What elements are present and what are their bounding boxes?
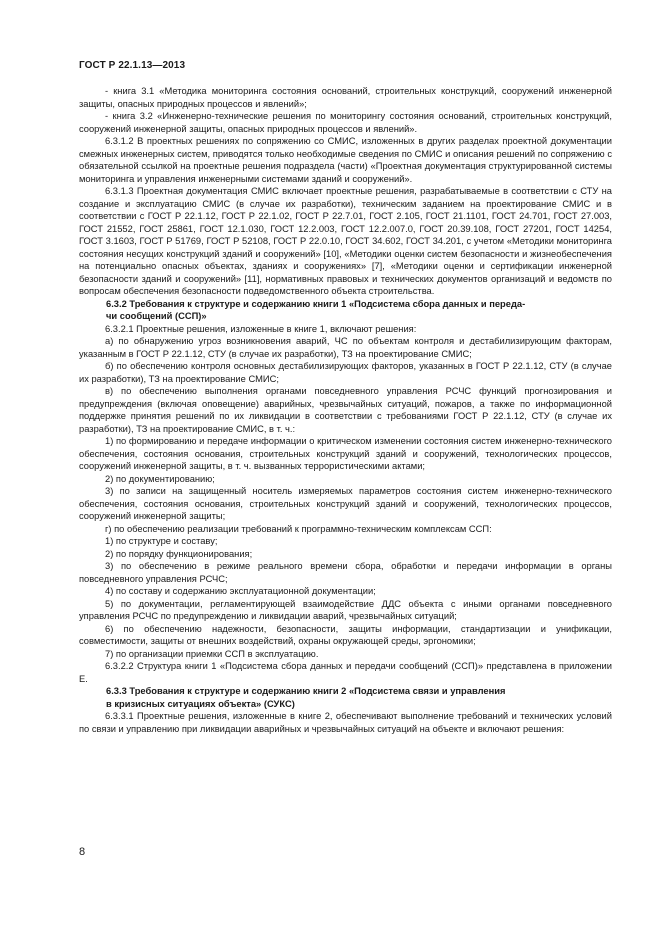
list-item-g: г) по обеспечению реализации требований к программно-техническим комплексам ССП: — [105, 523, 492, 534]
list-item-b: б) по обеспечению контроля основных дестабилизирующих факторов, указанных в ГОСТ Р 22.1.12, СТУ (в случае их разработки), ТЗ на проектирование СМИС; — [79, 361, 612, 384]
list-item-v: в) по обеспечению выполнения органами повседневного управления РСЧС функций прогнозирования и предупреждения (включая оповещение) аварийных, чрезвычайных ситуаций, пожаров, а также по информационной поддержке принятия решений по их ликвидации в соответствии с требованиями ГОСТ Р 22.1.12, СТУ (в случае их разработки), ТЗ на проектирование СМИС, в т. ч.: — [79, 386, 612, 434]
list-item-v-2: 2) по документированию; — [105, 473, 215, 484]
list-item-g-4: 4) по составу и содержанию эксплуатационной документации; — [105, 586, 376, 596]
heading-6-3-2-line1: 6.3.2 Требования к структуре и содержанию книги 1 «Подсистема сбора данных и переда- — [106, 298, 526, 309]
list-item-g-1: 1) по структуре и составу; — [105, 536, 218, 546]
list-item-v-3: 3) по записи на защищенный носитель измеряемых параметров состояния систем инженерно-технического обеспечения, состояния основания, строительных конструкций зданий и сооружений, технологических процессов, сооружений инженерной защиты; — [79, 486, 612, 521]
list-item-g-7: 7) по организации приемки ССП в эксплуатацию. — [105, 648, 319, 659]
list-item-g-6: 6) по обеспечению надежности, безопасности, защиты информации, стандартизации и унификации, совместимости, защиты от внешних воздействий, охраны окружающей среды, эргономики; — [79, 623, 612, 646]
list-item-book-3-1: - книга 3.1 «Методика мониторинга состояния оснований, строительных конструкций, сооружений инженерной защиты, опасных природных процессов и явлений»; — [79, 86, 612, 109]
document-header: ГОСТ Р 22.1.13—2013 — [79, 60, 186, 71]
list-item-g-3: 3) по обеспечению в режиме реального времени сбора, обработки и передачи информации в органы повседневного управления РСЧС; — [79, 561, 612, 584]
paragraph-6-3-1-2: 6.3.1.2 В проектных решениях по сопряжению со СМИС, изложенных в других разделах проектной документации смежных инженерных систем, приводятся только необходимые сведения по СМИС и описания решений по сопряжению с обязательной ссылкой на проектные решения подраздела (части) «Проектная документация структурированной системы мониторинга и управления инженерными системами зданий и сооружений». — [79, 136, 612, 184]
heading-6-3-2-line2: чи сообщений (ССП)» — [106, 311, 207, 321]
list-item-a: а) по обнаружению угроз возникновения аварий, ЧС по объектам контроля и дестабилизирующим факторам, указанным в ГОСТ Р 22.1.12, СТУ (в случае их разработки), ТЗ на проектирование СМИС; — [79, 336, 612, 359]
list-item-g-5: 5) по документации, регламентирующей взаимодействие ДДС объекта с иными органами повседневного управления РСЧС по предупреждению и ликвидации аварий, чрезвычайных ситуаций; — [79, 598, 612, 621]
list-item-v-1: 1) по формированию и передаче информации о критическом изменении состояния систем инженерно-технического обеспечения, состояния основания, строительных конструкций зданий и сооружений, технологических процессов, сооружений инженерной защиты, в т. ч. вызванных террористическими актами; — [79, 436, 612, 471]
list-item-book-3-2: - книга 3.2 «Инженерно-технические решения по мониторингу состояния оснований, строительных конструкций, сооружений инженерной защиты, опасных природных процессов и явлений». — [79, 111, 612, 134]
heading-6-3-3-line2: в кризисных ситуациях объекта» (СУКС) — [106, 698, 295, 709]
paragraph-6-3-2-1: 6.3.2.1 Проектные решения, изложенные в книге 1, включают решения: — [105, 323, 417, 334]
page-number: 8 — [79, 846, 86, 858]
list-item-g-2: 2) по порядку функционирования; — [105, 548, 253, 559]
page-content — [79, 85, 612, 735]
heading-6-3-3-line1: 6.3.3 Требования к структуре и содержанию книги 2 «Подсистема связи и управления — [106, 686, 506, 696]
paragraph-6-3-1-3: 6.3.1.3 Проектная документация СМИС включает проектные решения, разрабатываемые в соответствии с СТУ на создание и эксплуатацию СМИС (в случае их разработки), техническим заданием на проектирование СМИС и в соответствии с ГОСТ Р 22.1.12, ГОСТ Р 22.1.02, ГОСТ Р 22.7.01, ГОСТ 2.105, ГОСТ 21.1101, ГОСТ 24.701, ГОСТ 27.003, ГОСТ 21552, ГОСТ 25861, ГОСТ 12.1.030, ГОСТ 12.2.003, ГОСТ 12.2.007.0, ГОСТ 20.39.108, ГОСТ 27201, ГОСТ 14254, ГОСТ 3.1603, ГОСТ Р 51769, ГОСТ Р 52108, ГОСТ Р 22.0.10, ГОСТ 34.602, ГОСТ 34.201, с учетом «Методики мониторинга состояния несущих конструкций зданий и сооружений» [10], «Методики оценки систем безопасности и жизнеобеспечения на потенциально опасных объектах, зданиях и сооружениях» [7], «Методики оценки и сертификации инженерной безопасности зданий и сооружений» [11], нормативных правовых и технических документов организаций и ведомств по вопросам обеспечения безопасности подведомственного объекта строительства. — [79, 186, 612, 296]
paragraph-6-3-2-2: 6.3.2.2 Структура книги 1 «Подсистема сбора данных и передачи сообщений (ССП)» представлена в приложении Е. — [79, 661, 612, 684]
paragraph-6-3-3-1: 6.3.3.1 Проектные решения, изложенные в книге 2, обеспечивают выполнение требований и технических условий по связи и управлению при ликвидации аварийных и чрезвычайных ситуаций на объекте и включают решения: — [79, 711, 612, 734]
heading-6-3-3 — [79, 685, 612, 710]
heading-6-3-2 — [79, 298, 612, 323]
